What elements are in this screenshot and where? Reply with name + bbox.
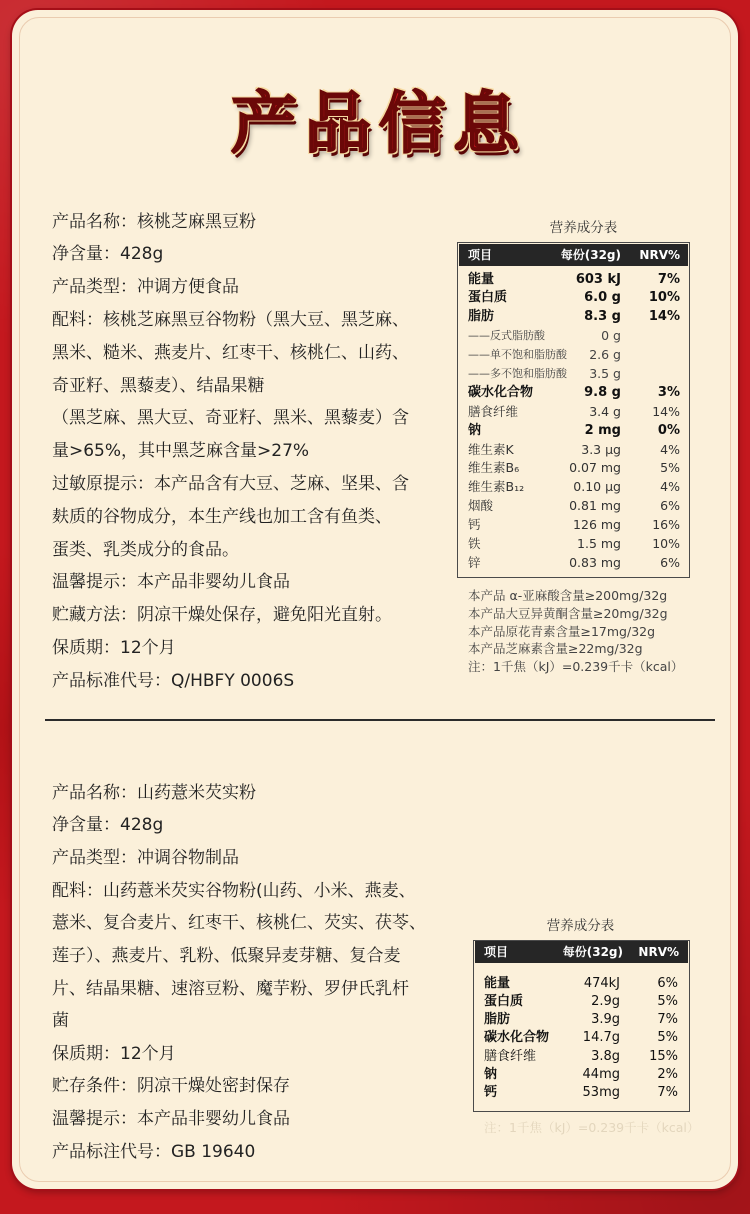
nutrient-name: ——多不饱和脂肪酸 xyxy=(468,366,567,380)
info-line: 莲子）、燕麦片、乳粉、低聚异麦芽糖、复合麦 xyxy=(52,945,401,966)
info-line: 净含量：428g xyxy=(52,244,164,265)
nutrition-row xyxy=(458,497,689,516)
info-line: 贮藏方法：阴凉干燥处保存，避免阳光直射。 xyxy=(52,605,392,626)
nutrient-name: 能量 xyxy=(468,271,495,287)
nutrition-table-body xyxy=(458,271,689,573)
nutrient-nrv: 4% xyxy=(660,479,680,495)
nutrient-nrv: 7% xyxy=(657,271,680,287)
nutrition-row xyxy=(458,308,689,327)
info-line: 产品类型：冲调谷物制品 xyxy=(52,847,239,868)
nutrition-note: 注：1千焦（kJ）=0.239千卡（kcal） xyxy=(468,659,684,675)
nutrition-note: 本产品芝麻素含量≥22mg/32g xyxy=(468,641,643,657)
nutrient-name: 膳食纤维 xyxy=(484,1048,537,1064)
nutrition-notes xyxy=(468,587,683,676)
info-line: 产品名称：核桃芝麻黑豆粉 xyxy=(52,211,256,232)
nutrient-amount: 2.6 g xyxy=(589,347,621,363)
nutrition-row xyxy=(474,993,689,1011)
info-line: 保质期：12个月 xyxy=(52,637,176,658)
nutrient-amount: 3.5 g xyxy=(589,365,621,381)
nutrition-table xyxy=(473,940,690,1112)
info-line: 温馨提示：本产品非婴幼儿食品 xyxy=(52,1109,290,1130)
info-line: 产品类型：冲调方便食品 xyxy=(52,277,239,298)
nutrition-row xyxy=(458,516,689,535)
nutrition-row xyxy=(458,289,689,308)
nutrient-nrv: 5% xyxy=(657,1030,678,1046)
nutrient-name: 钙 xyxy=(468,517,481,533)
nutrition-row xyxy=(458,365,689,384)
nutrient-nrv: 0% xyxy=(657,422,680,438)
info-line: 产品标准代号：Q/HBFY 0006S xyxy=(52,670,295,691)
nutrition-row xyxy=(458,535,689,554)
nutrient-nrv: 10% xyxy=(648,290,680,306)
nutrition-row xyxy=(474,975,689,993)
nutrition-row xyxy=(474,1011,689,1029)
info-line: 麸质的谷物成分，本生产线也加工含有鱼类、 xyxy=(52,506,392,527)
nutrient-name: 钠 xyxy=(484,1066,498,1082)
header-item: 项目 xyxy=(468,248,493,262)
info-line: 配料：核桃芝麻黑豆谷物粉（黑大豆、黑芝麻、 xyxy=(52,309,409,330)
nutrient-nrv: 7% xyxy=(657,1012,678,1028)
nutrition-row xyxy=(474,1084,689,1102)
nutrient-name: 钙 xyxy=(484,1084,498,1100)
nutrient-amount: 44mg xyxy=(582,1066,620,1082)
nutrient-amount: 53mg xyxy=(582,1084,620,1100)
header-per-serving: 每份(32g) xyxy=(562,945,623,959)
nutrient-nrv: 5% xyxy=(660,460,680,476)
nutrient-name: 脂肪 xyxy=(468,309,495,325)
nutrient-name: 蛋白质 xyxy=(484,994,524,1010)
nutrient-amount: 0.81 mg xyxy=(569,498,621,514)
nutrient-nrv: 15% xyxy=(649,1048,678,1064)
nutrient-name: 蛋白质 xyxy=(468,290,508,306)
nutrient-name: 脂肪 xyxy=(484,1012,511,1028)
nutrient-amount: 9.8 g xyxy=(584,384,621,400)
nutrition-row xyxy=(458,346,689,365)
header-nrv: NRV% xyxy=(639,248,680,262)
nutrient-name: 钠 xyxy=(468,422,482,438)
nutrition-row xyxy=(458,384,689,403)
nutrient-name: ——反式脂肪酸 xyxy=(468,329,545,343)
nutrient-nrv: 6% xyxy=(660,498,680,514)
info-line: 量>65%，其中黑芝麻含量>27% xyxy=(52,441,310,462)
nutrition-table-body xyxy=(474,975,689,1102)
nutrient-amount: 0.83 mg xyxy=(569,554,621,570)
nutrient-name: 碳水化合物 xyxy=(468,384,534,400)
info-line: 温馨提示：本产品非婴幼儿食品 xyxy=(52,572,290,593)
nutrient-amount: 474kJ xyxy=(583,976,620,991)
nutrient-nrv: 16% xyxy=(652,517,680,533)
header-nrv: NRV% xyxy=(638,945,679,959)
nutrient-amount: 1.5 mg xyxy=(577,535,621,551)
nutrition-row xyxy=(474,1029,689,1047)
nutrient-amount: 3.4 g xyxy=(589,403,621,419)
nutrition-row xyxy=(458,478,689,497)
nutrient-name: 维生素K xyxy=(468,441,514,457)
nutrient-name: 膳食纤维 xyxy=(468,403,519,419)
nutrient-amount: 0 g xyxy=(601,328,621,344)
nutrition-row xyxy=(458,554,689,573)
nutrition-table-title: 营养成分表 xyxy=(549,220,618,236)
nutrition-row xyxy=(458,327,689,346)
nutrient-amount: 0.10 μg xyxy=(573,479,621,495)
nutrient-amount: 3.3 μg xyxy=(581,441,621,457)
nutrient-name: 能量 xyxy=(484,976,511,991)
nutrition-row xyxy=(458,459,689,478)
nutrient-nrv: 14% xyxy=(648,309,680,325)
nutrient-name: 维生素B₆ xyxy=(468,460,520,476)
nutrient-amount: 0.07 mg xyxy=(569,460,621,476)
nutrient-name: 碳水化合物 xyxy=(484,1030,550,1046)
nutrient-nrv: 4% xyxy=(660,441,680,457)
nutrition-row xyxy=(474,1048,689,1066)
nutrient-name: 维生素B₁₂ xyxy=(468,479,525,495)
nutrient-amount: 6.0 g xyxy=(584,290,621,306)
nutrition-table-title: 营养成分表 xyxy=(546,918,615,934)
info-line: 奇亚籽、黑藜麦）、结晶果糖 xyxy=(52,375,265,396)
info-line: （黑芝麻、黑大豆、奇亚籽、黑米、黑藜麦）含 xyxy=(52,408,409,429)
nutrition-table xyxy=(457,242,690,578)
nutrient-nrv: 3% xyxy=(657,384,680,400)
nutrition-notes xyxy=(484,1119,699,1137)
info-line: 产品名称：山药薏米芡实粉 xyxy=(52,782,256,803)
nutrition-row xyxy=(458,441,689,460)
page-title: 产品信息 xyxy=(231,85,527,162)
nutrition-row xyxy=(458,271,689,290)
info-line: 薏米、复合麦片、红枣干、核桃仁、芡实、茯苓、 xyxy=(52,913,426,934)
nutrient-name: 锌 xyxy=(468,554,481,570)
nutrition-row xyxy=(458,403,689,422)
nutrient-name: 铁 xyxy=(468,535,481,551)
product-info-text xyxy=(52,206,409,698)
nutrition-note: 本产品原花青素含量≥17mg/32g xyxy=(468,623,656,639)
section-divider xyxy=(45,719,715,721)
nutrition-table-header xyxy=(475,941,688,963)
nutrient-amount: 126 mg xyxy=(573,517,621,533)
nutrient-nrv: 5% xyxy=(657,994,678,1010)
info-line: 菌 xyxy=(52,1011,69,1032)
nutrition-note: 本产品大豆异黄酮含量≥20mg/32g xyxy=(468,605,668,621)
nutrient-nrv: 10% xyxy=(652,535,680,551)
nutrition-row xyxy=(474,1066,689,1084)
nutrient-nrv: 6% xyxy=(657,976,678,991)
info-line: 黑米、糙米、燕麦片、红枣干、核桃仁、山药、 xyxy=(52,342,409,363)
info-line: 片、结晶果糖、速溶豆粉、魔芋粉、罗伊氏乳杆 xyxy=(52,978,409,999)
info-line: 贮存条件：阴凉干燥处密封保存 xyxy=(52,1076,290,1097)
header-item: 项目 xyxy=(484,945,509,959)
nutrient-amount: 2 mg xyxy=(584,422,621,438)
info-line: 过敏原提示：本产品含有大豆、芝麻、坚果、含 xyxy=(52,473,409,494)
nutrition-row xyxy=(458,422,689,441)
info-line: 产品标注代号：GB 19640 xyxy=(52,1141,256,1162)
nutrient-name: 烟酸 xyxy=(468,498,494,514)
info-line: 蛋类、乳类成分的食品。 xyxy=(52,539,239,560)
info-line: 保质期：12个月 xyxy=(52,1043,176,1064)
nutrient-nrv: 7% xyxy=(657,1084,678,1100)
nutrient-name: ——单不饱和脂肪酸 xyxy=(468,348,567,362)
nutrient-nrv: 2% xyxy=(657,1066,678,1082)
nutrient-nrv: 6% xyxy=(660,554,680,570)
header-per-serving: 每份(32g) xyxy=(560,248,621,262)
nutrient-amount: 2.9g xyxy=(591,994,620,1010)
nutrient-amount: 3.9g xyxy=(591,1012,620,1028)
nutrient-amount: 14.7g xyxy=(582,1030,620,1046)
nutrient-nrv: 14% xyxy=(652,403,680,419)
nutrition-table-header xyxy=(459,244,688,266)
info-line: 配料：山药薏米芡实谷物粉(山药、小米、燕麦、 xyxy=(52,880,416,901)
nutrient-amount: 3.8g xyxy=(591,1048,620,1064)
info-line: 净含量：428g xyxy=(52,815,164,836)
nutrition-note: 本产品 α-亚麻酸含量≥200mg/32g xyxy=(468,588,668,603)
nutrient-amount: 603 kJ xyxy=(575,271,621,287)
product-info-text xyxy=(52,777,426,1169)
nutrient-amount: 8.3 g xyxy=(584,309,621,325)
nutrition-note: 注：1千焦（kJ）=0.239千卡（kcal） xyxy=(484,1120,700,1135)
